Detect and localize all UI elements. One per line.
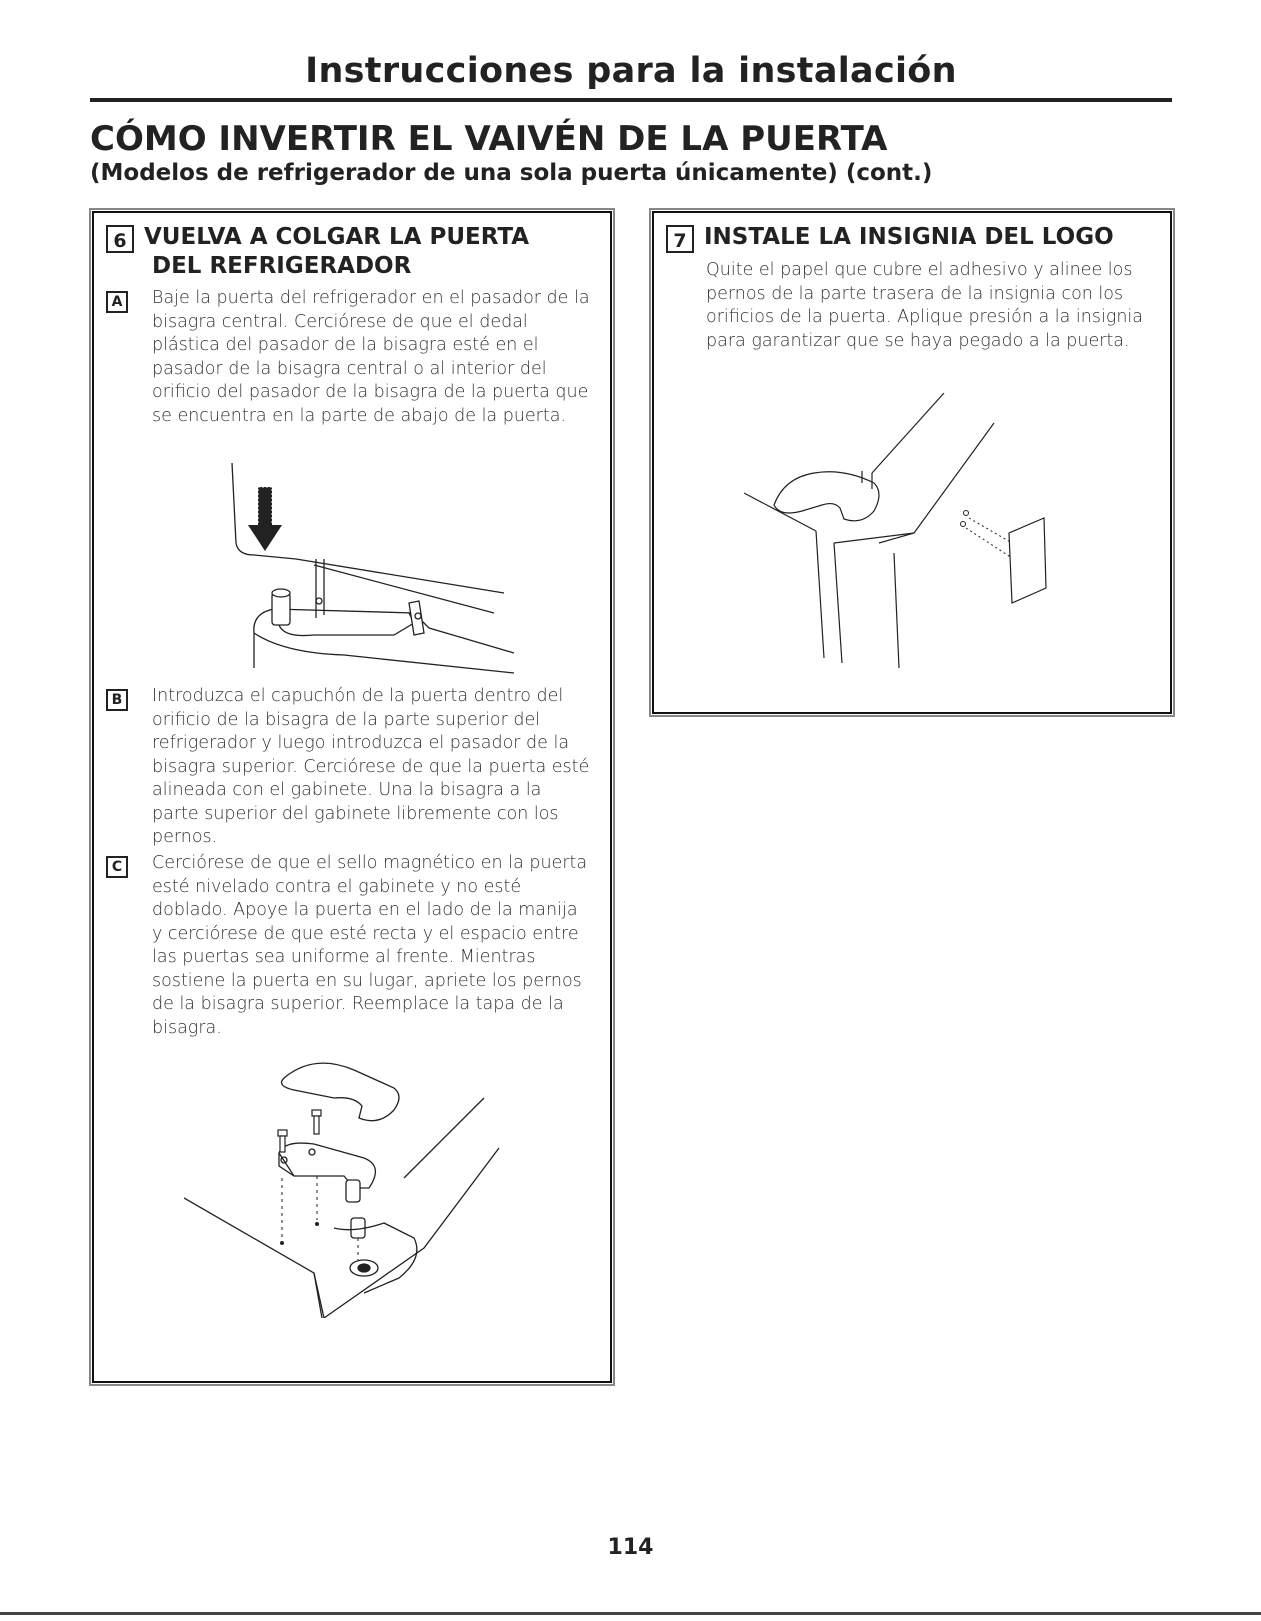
step-7-title: INSTALE LA INSIGNIA DEL LOGO bbox=[704, 224, 1114, 250]
step-6c-marker: C bbox=[106, 856, 128, 878]
step-6b-marker: B bbox=[106, 689, 128, 711]
step-7-number: 7 bbox=[666, 225, 694, 253]
step-6a-marker: A bbox=[106, 291, 128, 313]
logo-badge-icon bbox=[1009, 518, 1046, 603]
step-7-text: Quite el papel que cubre el adhesivo y alinee los pernos de la parte trasera de la insignia con los orificios de la puerta. Aplique presión a la insignia para garantizar que se haya pegado a la puerta. bbox=[706, 260, 1144, 351]
page-number: 114 bbox=[607, 1535, 654, 1560]
logo-badge-illustration bbox=[744, 393, 1084, 693]
step-6-number: 6 bbox=[106, 225, 134, 253]
step-6c-text: Cerciórese de que el sello magnético en la puerta esté nivelado contra el gabinete y no esté doblado. Apoye la puerta en el lado de la manija y cerciórese de que esté recta y el espacio entre las puertas sea uniforme al frente. Mientras sostiene la puerta en su lugar, apriete los pernos de la bisagra superior. Reemplace la tapa de la bisagra. bbox=[152, 853, 588, 1038]
bottom-divider bbox=[0, 1612, 1261, 1615]
step-7-heading bbox=[666, 223, 1114, 253]
page-header-title: Instrucciones para la instalación bbox=[305, 51, 957, 91]
step-6-heading bbox=[106, 223, 529, 281]
step-6-title-line2: DEL REFRIGERADOR bbox=[152, 253, 412, 279]
step-6-panel bbox=[92, 211, 612, 1383]
section-subtitle: (Modelos de refrigerador de una sola puerta únicamente) (cont.) bbox=[90, 160, 933, 186]
step-6-title-line1: VUELVA A COLGAR LA PUERTA bbox=[144, 224, 530, 250]
step-6a-text: Baje la puerta del refrigerador en el pasador de la bisagra central. Cerciórese de que el dedal plástica del pasador de la bisagra esté en el pasador de la bisagra central o al interior del orificio del pasador de la bisagra de la puerta que se encuentra en la parte de abajo de la puerta. bbox=[152, 288, 590, 426]
down-arrow-icon bbox=[248, 487, 282, 551]
step-7-panel bbox=[652, 211, 1172, 714]
door-hinge-pin-illustration bbox=[224, 463, 524, 683]
page-header bbox=[90, 48, 1172, 102]
section-title: CÓMO INVERTIR EL VAIVÉN DE LA PUERTA bbox=[90, 119, 888, 159]
top-hinge-cover-illustration bbox=[184, 1048, 514, 1318]
step-6b-text: Introduzca el capuchón de la puerta dentro del orificio de la bisagra de la parte superior del refrigerador y luego introduzca el pasador de la bisagra superior. Cerciórese de que la puerta esté alineada con el gabinete. Una la bisagra a la parte superior del gabinete libremente con los pernos. bbox=[152, 686, 590, 847]
